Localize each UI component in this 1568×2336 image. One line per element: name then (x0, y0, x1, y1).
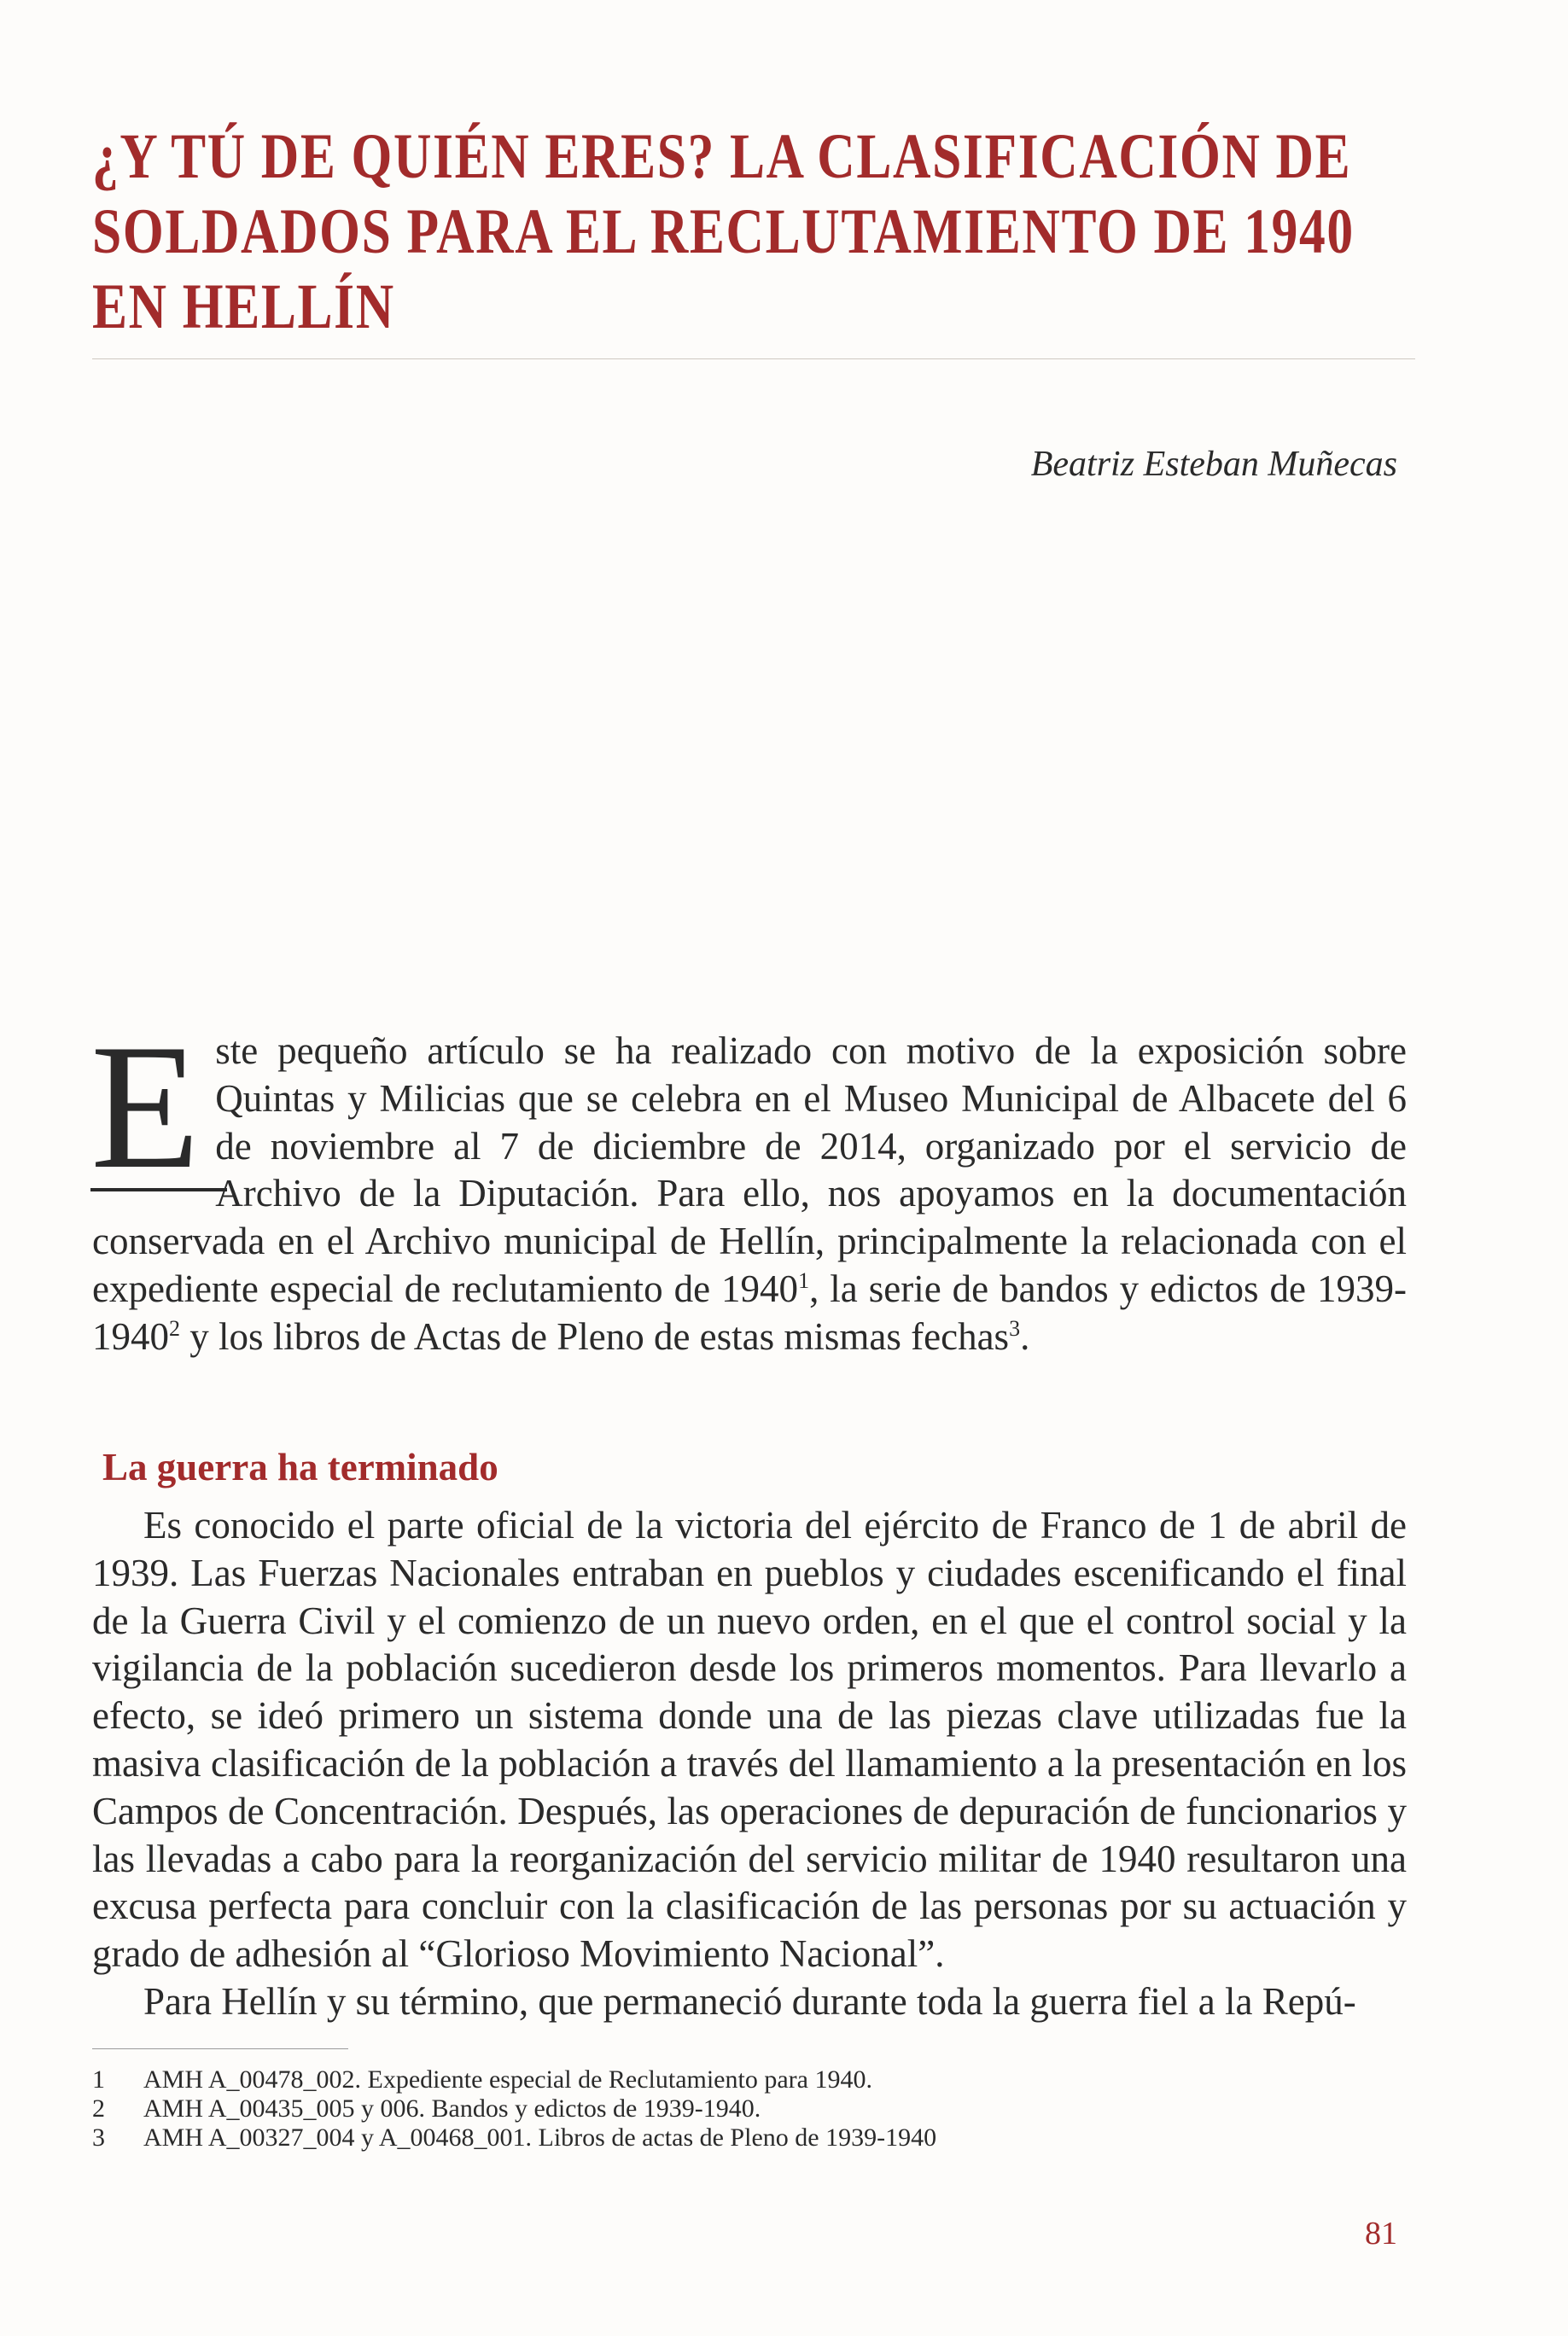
intro-paragraph (90, 1008, 1407, 1361)
author-name: Beatriz Esteban Muñecas (1030, 445, 1397, 484)
drop-cap-underline (90, 1188, 227, 1191)
section-paragraph: Para Hellín y su término, que permaneció durante toda la guerra fiel a la Repú- (143, 1979, 1356, 2023)
footnote-number: 2 (92, 2094, 105, 2123)
footnote-ref-2: 2 (169, 1315, 180, 1341)
footnote-divider (92, 2048, 348, 2049)
intro-text-3: y los libros de Actas de Pleno de estas mismas fechas (180, 1314, 1010, 1358)
section-paragraph: Es conocido el parte oficial de la victoria del ejército de Franco de 1 de abril de 1939. Las Fuerzas Nacionales entraban en pueblos y ciudades escenificando el final de la Guerra Civil y el comienzo de un nuevo orden, en el que el control social y la vigilancia de la población sucedieron desde los primeros momentos. Para llevarlo a efecto, se ideó primero un sistema donde una de las piezas clave utilizadas fue la masiva clasificación de la población a través del llamamiento a la presentación en los Campos de Concentración. Después, las operaciones de depuración de funcionarios y las llevadas a cabo para la reorganización del servicio militar de 1940 resultaron una excusa perfecta para concluir con la clasificación de las personas por su actuación y grado de adhesión al “Glorioso Movimiento Nacional”. (92, 1504, 1407, 1976)
section-body (92, 1502, 1407, 2026)
footnote-text: AMH A_00327_004 y A_00468_001. Libros de actas de Pleno de 1939-1940 (143, 2123, 937, 2152)
intro-text-1: ste pequeño artículo se ha realizado con motivo de la exposición sobre Quintas y Milicias que se celebra en el Museo Municipal de Albacete del 6 de noviembre al 7 de diciembre de 2014, organizado por el servicio de Archivo de la Diputación. Para ello, nos apoyamos en la documentación conservada en el Archivo municipal de Hellín, principalmente la relacionada con el expediente especial de reclutamiento de 1940 (92, 1029, 1407, 1310)
drop-cap: E (90, 1034, 200, 1186)
title-divider (92, 358, 1415, 359)
footnote-ref-1: 1 (798, 1267, 810, 1293)
footnotes (92, 2065, 1407, 2152)
footnote (92, 2123, 1407, 2152)
footnote-number: 3 (92, 2123, 105, 2152)
footnote (92, 2065, 1407, 2094)
footnote-text: AMH A_00478_002. Expediente especial de Reclutamiento para 1940. (143, 2065, 872, 2094)
section-heading: La guerra ha terminado (102, 1446, 498, 1488)
article-title: ¿Y TÚ DE QUIÉN ERES? LA CLASIFICACIÓN DE SOLDADOS PARA EL RECLUTAMIENTO DE 1940 EN HELLÍN (92, 121, 1355, 342)
footnote-text: AMH A_00435_005 y 006. Bandos y edictos de 1939-1940. (143, 2094, 761, 2123)
intro-text-4: . (1020, 1314, 1030, 1358)
footnote-ref-3: 3 (1009, 1315, 1021, 1341)
intro-text-2: , la serie de bandos y edictos de 1939-1940 (92, 1267, 1407, 1358)
footnote-number: 1 (92, 2065, 105, 2094)
page-number: 81 (1365, 2216, 1397, 2252)
footnote (92, 2094, 1407, 2123)
